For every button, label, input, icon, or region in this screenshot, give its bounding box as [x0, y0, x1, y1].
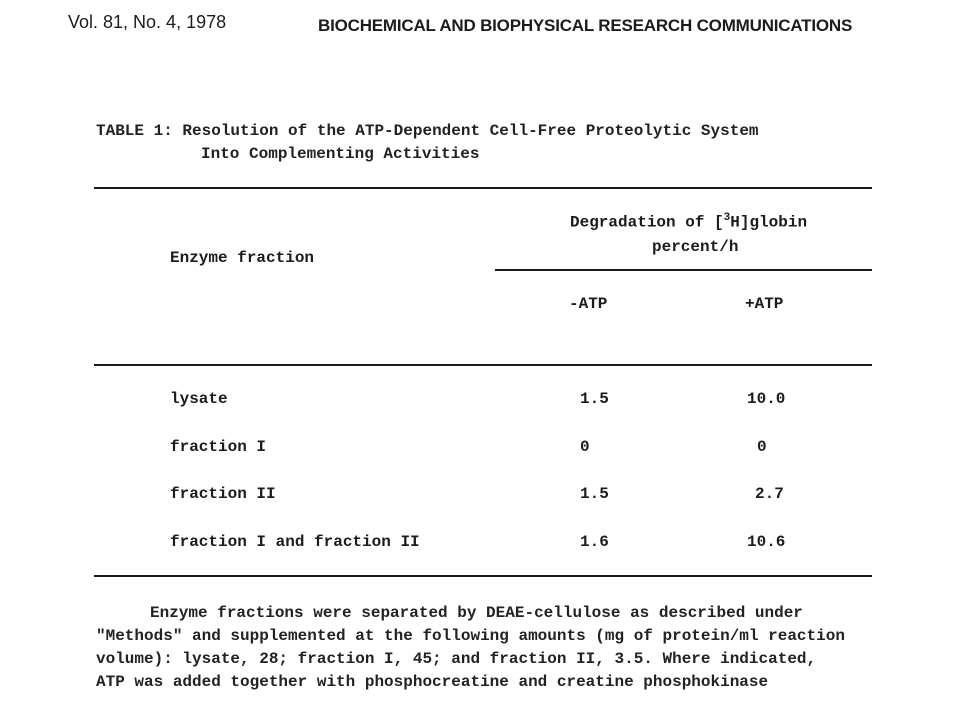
- column-header-enzyme-fraction: Enzyme fraction: [170, 249, 315, 267]
- table-title-line1: Resolution of the ATP-Dependent Cell-Free Proteolytic System: [182, 122, 759, 140]
- column-header-minus-atp: -ATP: [569, 295, 608, 313]
- column-group-superscript: 3: [723, 212, 731, 224]
- journal-name: BIOCHEMICAL AND BIOPHYSICAL RESEARCH COMMUNICATIONS: [318, 16, 853, 35]
- table-label: TABLE 1:: [96, 122, 173, 140]
- row-minus-atp-value: 1.6: [580, 533, 609, 551]
- row-plus-atp-value: 0: [757, 438, 767, 456]
- row-minus-atp-value: 0: [580, 438, 590, 456]
- row-fraction-label: fraction I: [170, 438, 267, 456]
- row-plus-atp-value: 10.6: [747, 533, 786, 551]
- table-footnote: [96, 602, 936, 694]
- table-top-rule: [94, 187, 872, 189]
- row-minus-atp-value: 1.5: [580, 485, 609, 503]
- table-bottom-rule: [94, 575, 872, 577]
- footnote-line: ATP was added together with phosphocreatine and creatine phosphokinase: [96, 673, 769, 691]
- column-group-unit: percent/h: [652, 238, 739, 256]
- column-group-rule: [495, 269, 872, 271]
- footnote-line: volume): lysate, 28; fraction I, 45; and fraction II, 3.5. Where indicated,: [96, 650, 817, 668]
- column-group-text-b: H]globin: [730, 213, 808, 232]
- footnote-line: "Methods" and supplemented at the following amounts (mg of protein/ml reaction: [96, 627, 845, 645]
- row-fraction-label: fraction II: [170, 485, 276, 503]
- table-title-line2: Into Complementing Activities: [201, 145, 480, 163]
- row-fraction-label: lysate: [170, 390, 228, 408]
- column-group-header: [570, 212, 807, 231]
- row-fraction-label: fraction I and fraction II: [170, 533, 420, 551]
- row-minus-atp-value: 1.5: [580, 390, 609, 408]
- table-title: [96, 120, 759, 166]
- row-plus-atp-value: 2.7: [755, 485, 784, 503]
- footnote-line: Enzyme fractions were separated by DEAE-cellulose as described under: [150, 604, 803, 622]
- column-group-text-a: Degradation of [: [570, 213, 724, 232]
- row-plus-atp-value: 10.0: [747, 390, 786, 408]
- journal-issue: Vol. 81, No. 4, 1978: [68, 12, 227, 32]
- column-header-plus-atp: +ATP: [745, 295, 784, 313]
- table-header-rule: [94, 364, 872, 366]
